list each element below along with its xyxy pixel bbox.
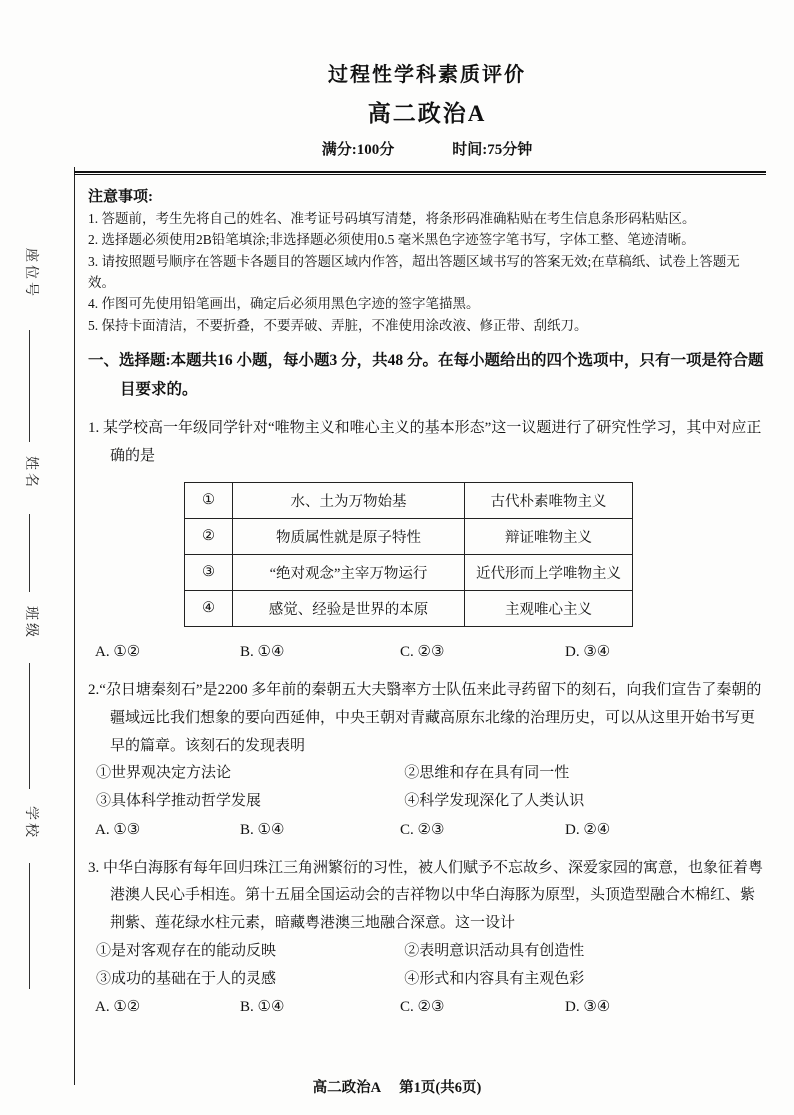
question-2 <box>88 677 766 845</box>
option-c: C. ②③ <box>400 644 445 661</box>
seat-number-label: 座位号 <box>23 248 38 299</box>
option-b: B. ①④ <box>240 999 285 1016</box>
question-3-statements <box>88 938 766 994</box>
class-label: 班级 <box>23 606 38 640</box>
option-c: C. ②③ <box>400 999 445 1016</box>
page-footer <box>0 1076 794 1097</box>
table-row <box>185 591 633 627</box>
notice-title: 注意事项: <box>88 189 153 205</box>
notice-item-5: 5. 保持卡面清洁，不要折叠，不要弄破、弄脏，不准使用涂改液、修正带、刮纸刀。 <box>88 317 588 333</box>
option-a: A. ①② <box>95 999 141 1016</box>
option-c: C. ②③ <box>400 821 445 838</box>
statement-1: ①是对客观存在的能动反映 <box>96 942 277 959</box>
option-d: D. ②④ <box>565 821 611 838</box>
option-a: A. ①② <box>95 644 141 661</box>
notice-item-4: 4. 作图可先使用铅笔画出，确定后必须用黑色字迹的签字笔描黑。 <box>88 296 480 312</box>
question-3-options <box>88 994 766 1022</box>
exam-content <box>88 58 766 1022</box>
question-2-stem: 2.“尕日塘秦刻石”是2200 多年前的秦朝五大夫翳率方士队伍来此寻药留下的刻石，向我们宣告了秦朝的疆域远比我们想象的要向西延伸，中央王朝对青藏高原东北缘的治理历史，可以从这里开始书写更早的篇章。该刻石的发现表明 <box>88 682 762 754</box>
question-1 <box>88 415 766 667</box>
table-cell: 感觉、经验是世界的本原 <box>233 591 465 627</box>
question-1-table <box>184 482 633 627</box>
full-score-label: 满分:100分 <box>321 142 395 158</box>
option-b: B. ①④ <box>240 644 285 661</box>
name-blank-line <box>29 514 30 592</box>
statement-3: ③具体科学推动哲学发展 <box>96 793 262 810</box>
notice-item-1: 1. 答题前，考生先将自己的姓名、准考证号码填写清楚，将条形码准确粘贴在考生信息条形码粘贴区。 <box>88 211 696 226</box>
statement-4: ④科学发现深化了人类认识 <box>404 793 585 810</box>
exam-subtitle: 高二政治A <box>367 101 487 126</box>
footer-page-number: 第1页(共6页) <box>399 1080 482 1096</box>
table-cell: 辩证唯物主义 <box>465 519 633 555</box>
notice-item-3: 3. 请按照题号顺序在答题卡各题目的答题区域内作答，超出答题区域书写的答案无效;在草稿纸、试卷上答题无效。 <box>88 253 740 290</box>
table-cell: ② <box>185 519 233 555</box>
school-label: 学校 <box>23 806 38 840</box>
table-cell: ④ <box>185 591 233 627</box>
question-1-stem: 1. 某学校高一年级同学针对“唯物主义和唯心主义的基本形态”这一议题进行了研究性学习，其中对应正确的是 <box>88 419 762 464</box>
table-row <box>185 555 633 591</box>
table-row <box>185 483 633 519</box>
option-a: A. ①③ <box>95 821 141 838</box>
table-cell: ③ <box>185 555 233 591</box>
table-cell: 物质属性就是原子特性 <box>233 519 465 555</box>
notice-block <box>88 185 766 336</box>
question-3 <box>88 855 766 1023</box>
statement-3: ③成功的基础在于人的灵感 <box>96 970 277 987</box>
section-one-heading: 一、选择题:本题共16 小题，每小题3 分，共48 分。在每小题给出的四个选项中，只有一项是符合题目要求的。 <box>88 351 764 399</box>
footer-course: 高二政治A <box>312 1080 382 1096</box>
binding-margin-rule <box>74 167 75 1085</box>
class-blank-line <box>29 663 30 789</box>
statement-2: ②思维和存在具有同一性 <box>404 765 570 782</box>
header-rule <box>74 171 766 175</box>
time-limit-label: 时间:75分钟 <box>452 142 533 158</box>
notice-item-2: 2. 选择题必须使用2B铅笔填涂;非选择题必须使用0.5 毫米黑色字迹签字笔书写，字体工整、笔迹清晰。 <box>88 232 695 248</box>
exam-title: 过程性学科素质评价 <box>328 64 526 86</box>
seat-number-blank-line <box>29 330 30 442</box>
statement-1: ①世界观决定方法论 <box>96 765 232 782</box>
table-cell: 水、土为万物始基 <box>233 483 465 519</box>
question-2-statements <box>88 760 766 816</box>
question-2-options <box>88 817 766 845</box>
option-d: D. ③④ <box>565 644 611 661</box>
option-b: B. ①④ <box>240 821 285 838</box>
statement-2: ②表明意识活动具有创造性 <box>404 942 585 959</box>
exam-meta <box>88 138 766 159</box>
question-3-stem: 3. 中华白海豚有每年回归珠江三角洲繁衍的习性，被人们赋予不忘故乡、深爱家园的寓意，也象征着粤港澳人民心手相连。第十五届全国运动会的吉祥物以中华白海豚为原型，头顶造型融合木棉红、紫荆紫、莲花绿水柱元素，暗藏粤港澳三地融合深意。这一设计 <box>88 859 764 932</box>
table-cell: 近代形而上学唯物主义 <box>465 555 633 591</box>
table-cell: ① <box>185 483 233 519</box>
table-cell: 古代朴素唯物主义 <box>465 483 633 519</box>
option-d: D. ③④ <box>565 999 611 1016</box>
school-blank-line <box>29 863 30 989</box>
table-cell: 主观唯心主义 <box>465 591 633 627</box>
name-label: 姓名 <box>23 456 38 490</box>
statement-4: ④形式和内容具有主观色彩 <box>404 970 585 987</box>
question-1-options <box>88 639 766 667</box>
table-row <box>185 519 633 555</box>
table-cell: “绝对观念”主宰万物运行 <box>233 555 465 591</box>
